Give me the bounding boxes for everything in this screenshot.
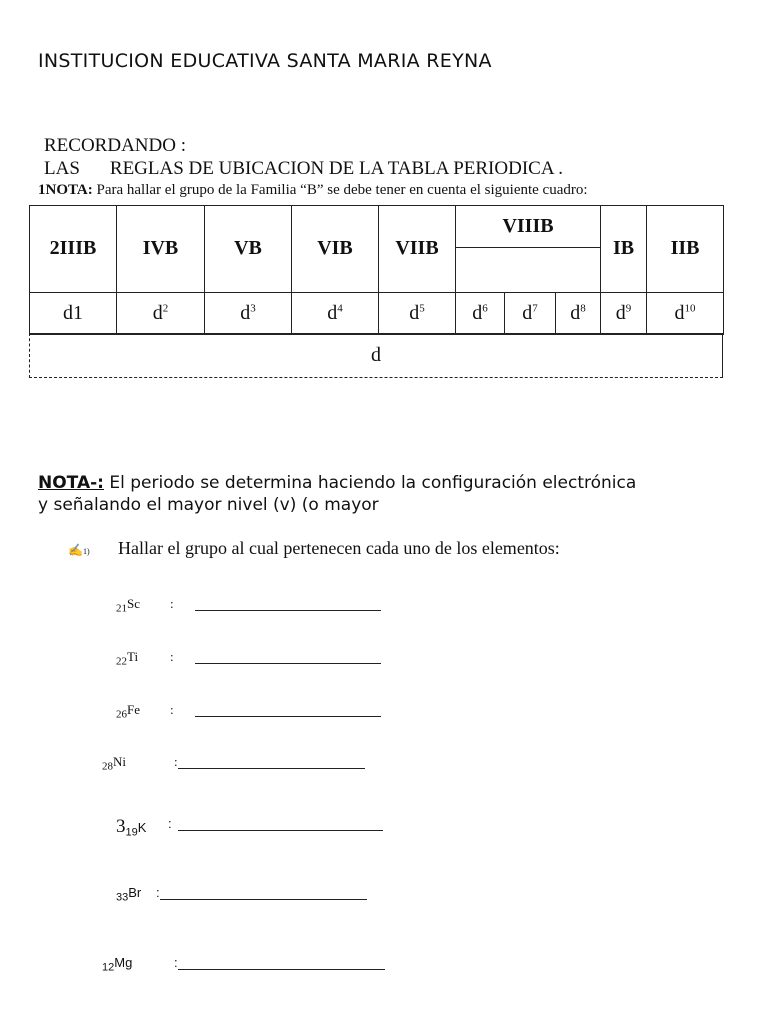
viiib-empty-cell xyxy=(456,248,601,292)
d-cell: $d^8$ xyxy=(556,292,601,334)
rules-las: LAS xyxy=(44,158,80,179)
group-table xyxy=(29,205,724,335)
element-symbol: $_{26}$Fe xyxy=(116,702,140,721)
d-cell: $d^9$ xyxy=(601,292,647,334)
d-cell: $d^2$ xyxy=(117,292,205,334)
group-header: VIIIB xyxy=(456,206,601,248)
group-header: IVB xyxy=(117,206,205,293)
recordando-heading: RECORDANDO : xyxy=(44,135,186,156)
nota-2-label: NOTA-: xyxy=(38,473,104,493)
answer-blank[interactable] xyxy=(195,650,381,664)
answer-blank[interactable] xyxy=(195,597,381,611)
pencil-icon: ✍1) xyxy=(68,543,90,557)
separator-colon: : xyxy=(174,955,178,970)
school-title: INSTITUCION EDUCATIVA SANTA MARIA REYNA xyxy=(38,50,492,72)
d-cell: $d^5$ xyxy=(379,292,456,334)
group-header: IIB xyxy=(647,206,724,293)
separator-colon: : xyxy=(168,816,172,831)
rules-rest: REGLAS DE UBICACION DE LA TABLA PERIODICA . xyxy=(109,158,563,179)
exercise-prompt: Hallar el grupo al cual pertenecen cada uno de los elementos: xyxy=(118,538,560,558)
rules-heading xyxy=(44,158,563,180)
d-cell: $d^7$ xyxy=(505,292,556,334)
nota-2-line2: y señalando el mayor nivel (v) (o mayor xyxy=(38,495,379,515)
element-symbol: $_{33}$Br xyxy=(116,885,142,904)
nota-2 xyxy=(38,472,636,516)
nota-1-label: 1NOTA: xyxy=(38,182,93,198)
separator-colon: : xyxy=(174,754,178,769)
separator-colon: : xyxy=(170,596,174,611)
group-header: VB xyxy=(205,206,292,293)
element-symbol: $_{12}$Mg xyxy=(102,955,133,974)
separator-colon: : xyxy=(170,702,174,717)
element-symbol: $_{28}$Ni xyxy=(102,754,126,773)
group-header: IB xyxy=(601,206,647,293)
separator-colon: : xyxy=(156,885,160,900)
d-cell: $d^{10}$ xyxy=(647,292,724,334)
answer-blank[interactable] xyxy=(178,755,365,769)
answer-blank[interactable] xyxy=(195,703,381,717)
nota-1 xyxy=(38,182,588,199)
group-header: VIB xyxy=(292,206,379,293)
d-block-label: d xyxy=(29,333,723,378)
element-symbol: $3_{19}K$ xyxy=(116,816,147,839)
separator-colon: : xyxy=(170,649,174,664)
answer-blank[interactable] xyxy=(178,956,385,970)
d-cell: d1 xyxy=(30,292,117,334)
answer-blank[interactable] xyxy=(160,886,367,900)
group-header: 2IIIB xyxy=(30,206,117,293)
group-header: VIIB xyxy=(379,206,456,293)
d-cell: $d^6$ xyxy=(456,292,505,334)
d-cell: $d^4$ xyxy=(292,292,379,334)
element-symbol: $_{22}$Ti xyxy=(116,649,139,668)
answer-blank[interactable] xyxy=(178,817,383,831)
d-cell: $d^3$ xyxy=(205,292,292,334)
nota-1-text: Para hallar el grupo de la Familia “B” se debe tener en cuenta el siguiente cuadro: xyxy=(92,182,588,198)
element-symbol: $_{21}$Sc xyxy=(116,596,140,615)
nota-2-line1: El periodo se determina haciendo la configuración electrónica xyxy=(103,473,637,493)
